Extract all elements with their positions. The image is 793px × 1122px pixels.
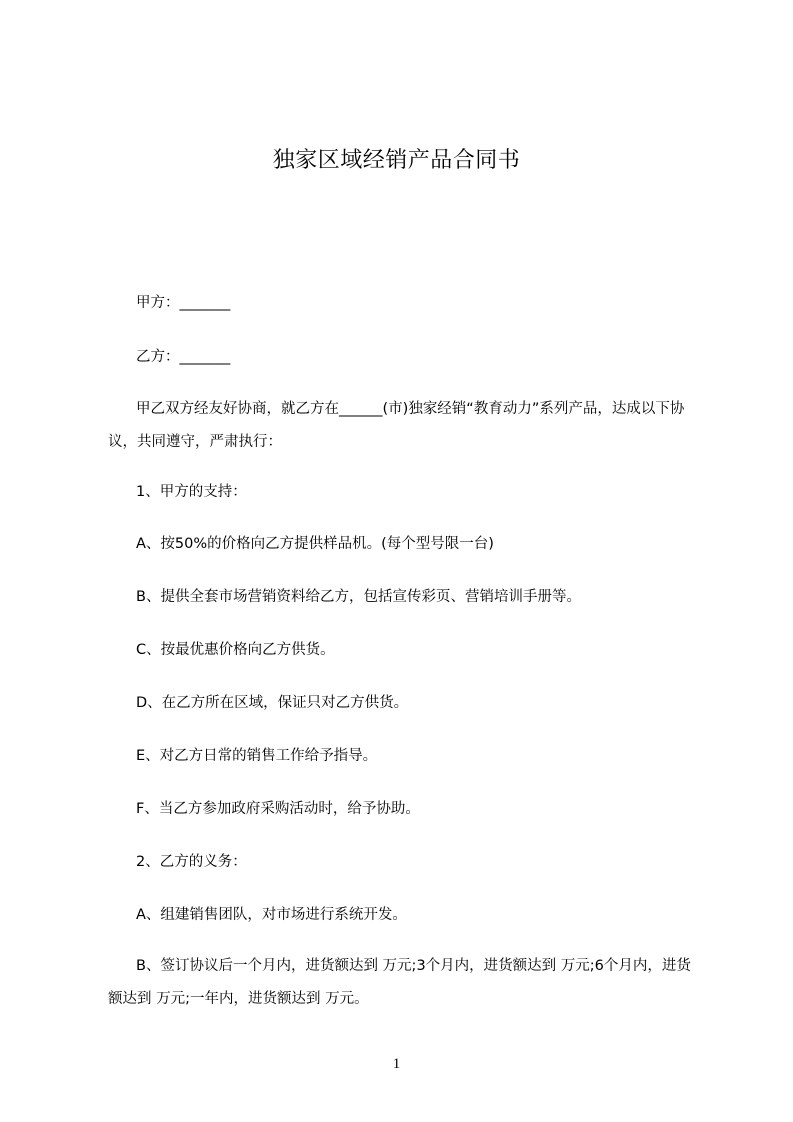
section2-heading: 2、乙方的义务： xyxy=(136,854,247,870)
section1-item-f: F、当乙方参加政府采购活动时，给予协助。 xyxy=(136,801,420,817)
section1-item-e: E、对乙方日常的销售工作给予指导。 xyxy=(136,748,378,764)
document-title: 独家区域经销产品合同书 xyxy=(272,148,521,173)
page-number: 1 xyxy=(392,1056,401,1072)
section1-item-a: A、按50%的价格向乙方提供样品机。(每个型号限一台) xyxy=(136,536,494,552)
section1-item-b: B、提供全套市场营销资料给乙方，包括宣传彩页、营销培训手册等。 xyxy=(136,589,581,605)
section2-item-a: A、组建销售团队，对市场进行系统开发。 xyxy=(136,907,407,923)
party-a-line: 甲方：_______ xyxy=(136,295,231,311)
intro-paragraph: 甲乙双方经友好协商，就乙方在______(市)独家经销“教育动力”系列产品，达成以下协议，共同遵守，严肃执行： xyxy=(108,401,685,450)
section1-item-d: D、在乙方所在区域，保证只对乙方供货。 xyxy=(136,695,409,711)
party-b-line: 乙方：_______ xyxy=(136,349,231,365)
section1-item-c: C、按最优惠价格向乙方供货。 xyxy=(136,642,335,658)
section1-heading: 1、甲方的支持： xyxy=(136,484,247,500)
section2-item-b: B、签订协议后一个月内，进货额达到 万元;3个月内，进货额达到 万元;6个月内，进货额达到 万元;一年内，进货额达到 万元。 xyxy=(108,958,691,1007)
